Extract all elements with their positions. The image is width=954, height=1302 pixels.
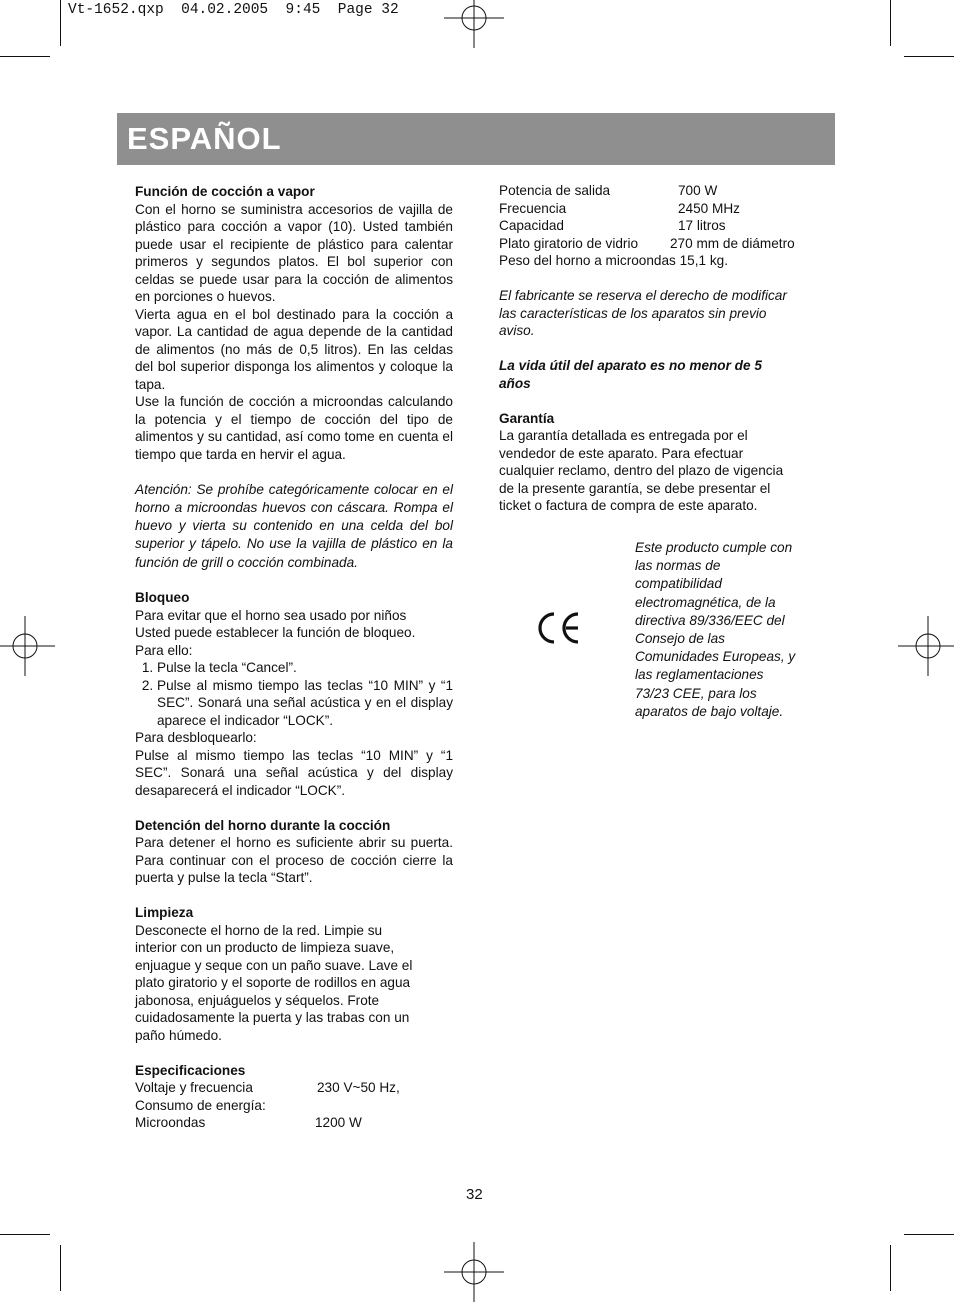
compliance-line: las reglamentaciones — [635, 667, 764, 683]
spec-value: 17 litros — [678, 218, 726, 233]
clean-heading: Limpieza — [135, 905, 194, 921]
lock-steps — [135, 659, 453, 729]
steam-paragraph: Con el horno se suministra accesorios de vajilla de plástico para cocción a vapor (10). Usted también puede usar el recipiente de plástico para calentar primeros y segundos platos. El bol superior con celdas se puede usar para la cocción de alimentos en porciones o huevos. — [135, 201, 453, 304]
crop-mark — [0, 1234, 50, 1235]
steam-heading: Función de cocción a vapor — [135, 184, 315, 199]
crop-mark — [60, 0, 61, 46]
warranty-line: ticket o factura de compra de este aparato. — [499, 498, 758, 513]
warranty-line: La garantía detallada es entregada por el — [499, 428, 748, 443]
left-column — [135, 183, 453, 1132]
spec-label: Plato giratorio de vidrio — [499, 235, 639, 251]
crop-mark — [890, 0, 891, 46]
crop-mark — [890, 1245, 891, 1291]
stop-heading: Detención del horno durante la cocción — [135, 817, 391, 833]
clean-line: paño húmedo. — [135, 1027, 222, 1043]
crop-mark — [60, 1245, 61, 1291]
spec-row — [135, 1097, 453, 1115]
spec-label: Frecuencia — [499, 200, 567, 216]
lifetime-note: años — [499, 375, 531, 391]
spec-heading: Especificaciones — [135, 1062, 246, 1078]
steam-paragraph: Use la función de cocción a microondas calculando la potencia y el tiempo de cocción del tipo de alimentos y su cantidad, así como tome en cuenta el tiempo que tarda en hervir el agua. — [135, 394, 453, 462]
manufacturer-note: El fabricante se reserva el derecho de modificar — [499, 288, 787, 303]
spec-value: 700 W — [678, 183, 718, 198]
page-title: ESPAÑOL — [127, 121, 282, 156]
compliance-line: electromagnética, de la — [635, 594, 776, 610]
clean-line: plato giratorio y el soporte de rodillos en agua — [135, 975, 411, 991]
warranty-line: vendedor de este aparato. Para efectuar — [499, 445, 744, 461]
warranty-heading: Garantía — [499, 410, 555, 426]
warranty-line: de la presente garantía, se debe presentar el — [499, 480, 771, 496]
lifetime-note: La vida útil del aparato es no menor de 5 — [499, 358, 762, 373]
compliance-line: Comunidades Europeas, y — [635, 649, 796, 665]
crop-mark — [904, 56, 954, 57]
steam-paragraph: Vierta agua en el bol destinado para la cocción a vapor. La cantidad de agua depende de la cantidad de alimentos (no más de 0,5 litros). En las celdas del bol superior disponga los alimentos y coloque la tapa. — [135, 306, 453, 392]
print-header: Vt-1652.qxp 04.02.2005 9:45 Page 32 — [68, 2, 399, 18]
spec-label: Microondas — [135, 1115, 206, 1131]
spec-value: 230 V~50 Hz, — [317, 1080, 400, 1096]
compliance-line: las normas de — [635, 558, 721, 574]
compliance-line: Consejo de las — [635, 631, 725, 647]
stop-text: Para detener el horno es suficiente abrir su puerta. Para continuar con el proceso de cocción cierre la puerta y pulse la tecla “Start”. — [135, 835, 453, 886]
right-column — [499, 182, 824, 515]
registration-mark-icon — [0, 616, 55, 676]
weight-line: Peso del horno a microondas 15,1 kg. — [499, 253, 728, 268]
compliance-line: directiva 89/336/EEC del — [635, 612, 785, 628]
spec-label: Consumo de energía: — [135, 1097, 266, 1113]
spec-row — [499, 182, 824, 200]
clean-line: interior con un producto de limpieza suave, — [135, 940, 395, 956]
unlock-label: Para desbloquearlo: — [135, 730, 257, 746]
lock-step: 1. Pulse la tecla “Cancel”. — [157, 659, 453, 677]
ce-mark-icon — [535, 610, 581, 646]
spec-label: Capacidad — [499, 218, 564, 233]
page-number: 32 — [466, 1186, 483, 1203]
spec-row — [135, 1079, 453, 1097]
spec-value: 1200 W — [315, 1115, 362, 1131]
spec-row — [135, 1114, 453, 1132]
compliance-note — [635, 539, 835, 721]
clean-line: enjuague y seque con un paño suave. Lave el — [135, 957, 413, 973]
lock-step: 2. Pulse al mismo tiempo las teclas “10 MIN” y “1 SEC”. Sonará una señal acústica y en el display aparece el indicador “LOCK”. — [157, 677, 453, 730]
clean-line: Desconecte el horno de la red. Limpie su — [135, 922, 383, 938]
compliance-line: compatibilidad — [635, 576, 722, 592]
clean-line: jabonosa, enjuáguelos y séquelos. Frote — [135, 992, 380, 1008]
compliance-line: aparatos de bajo voltaje. — [635, 703, 784, 719]
compliance-line: Este producto cumple con — [635, 540, 793, 555]
compliance-line: 73/23 CEE, para los — [635, 685, 757, 701]
spec-label: Potencia de salida — [499, 183, 611, 198]
lock-line: Para evitar que el horno sea usado por niños — [135, 607, 407, 623]
lock-line: Usted puede establecer la función de bloqueo. — [135, 625, 416, 641]
unlock-text: Pulse al mismo tiempo las teclas “10 MIN” y “1 SEC”. Sonará una señal acústica y del display desaparecerá el indicador “LOCK”. — [135, 747, 453, 798]
manufacturer-note: aviso. — [499, 323, 535, 338]
crop-mark — [0, 56, 50, 57]
spec-row — [499, 200, 824, 218]
crop-mark — [904, 1234, 954, 1235]
warranty-line: cualquier reclamo, dentro del plazo de vigencia — [499, 463, 784, 478]
spec-value: 270 mm de diámetro — [670, 235, 795, 251]
spec-row — [499, 235, 824, 253]
registration-mark-icon — [444, 1242, 504, 1302]
spec-label: Voltaje y frecuencia — [135, 1080, 253, 1096]
clean-line: cuidadosamente la puerta y las trabas con un — [135, 1010, 410, 1026]
attention-note: Atención: Se prohíbe categóricamente colocar en el horno a microondas huevos con cáscara. Rompa el huevo y vierta su contenido en una celda del bol superior y tápelo. No use la vajilla de plástico en la función de grill o cocción combinada. — [135, 481, 453, 570]
registration-mark-icon — [898, 616, 954, 676]
spec-value: 2450 MHz — [678, 200, 740, 216]
section-banner — [117, 113, 835, 165]
lock-line: Para ello: — [135, 642, 193, 658]
manufacturer-note: las características de los aparatos sin previo — [499, 305, 767, 321]
spec-row — [499, 217, 824, 235]
lock-heading: Bloqueo — [135, 590, 190, 606]
registration-mark-icon — [444, 0, 504, 48]
